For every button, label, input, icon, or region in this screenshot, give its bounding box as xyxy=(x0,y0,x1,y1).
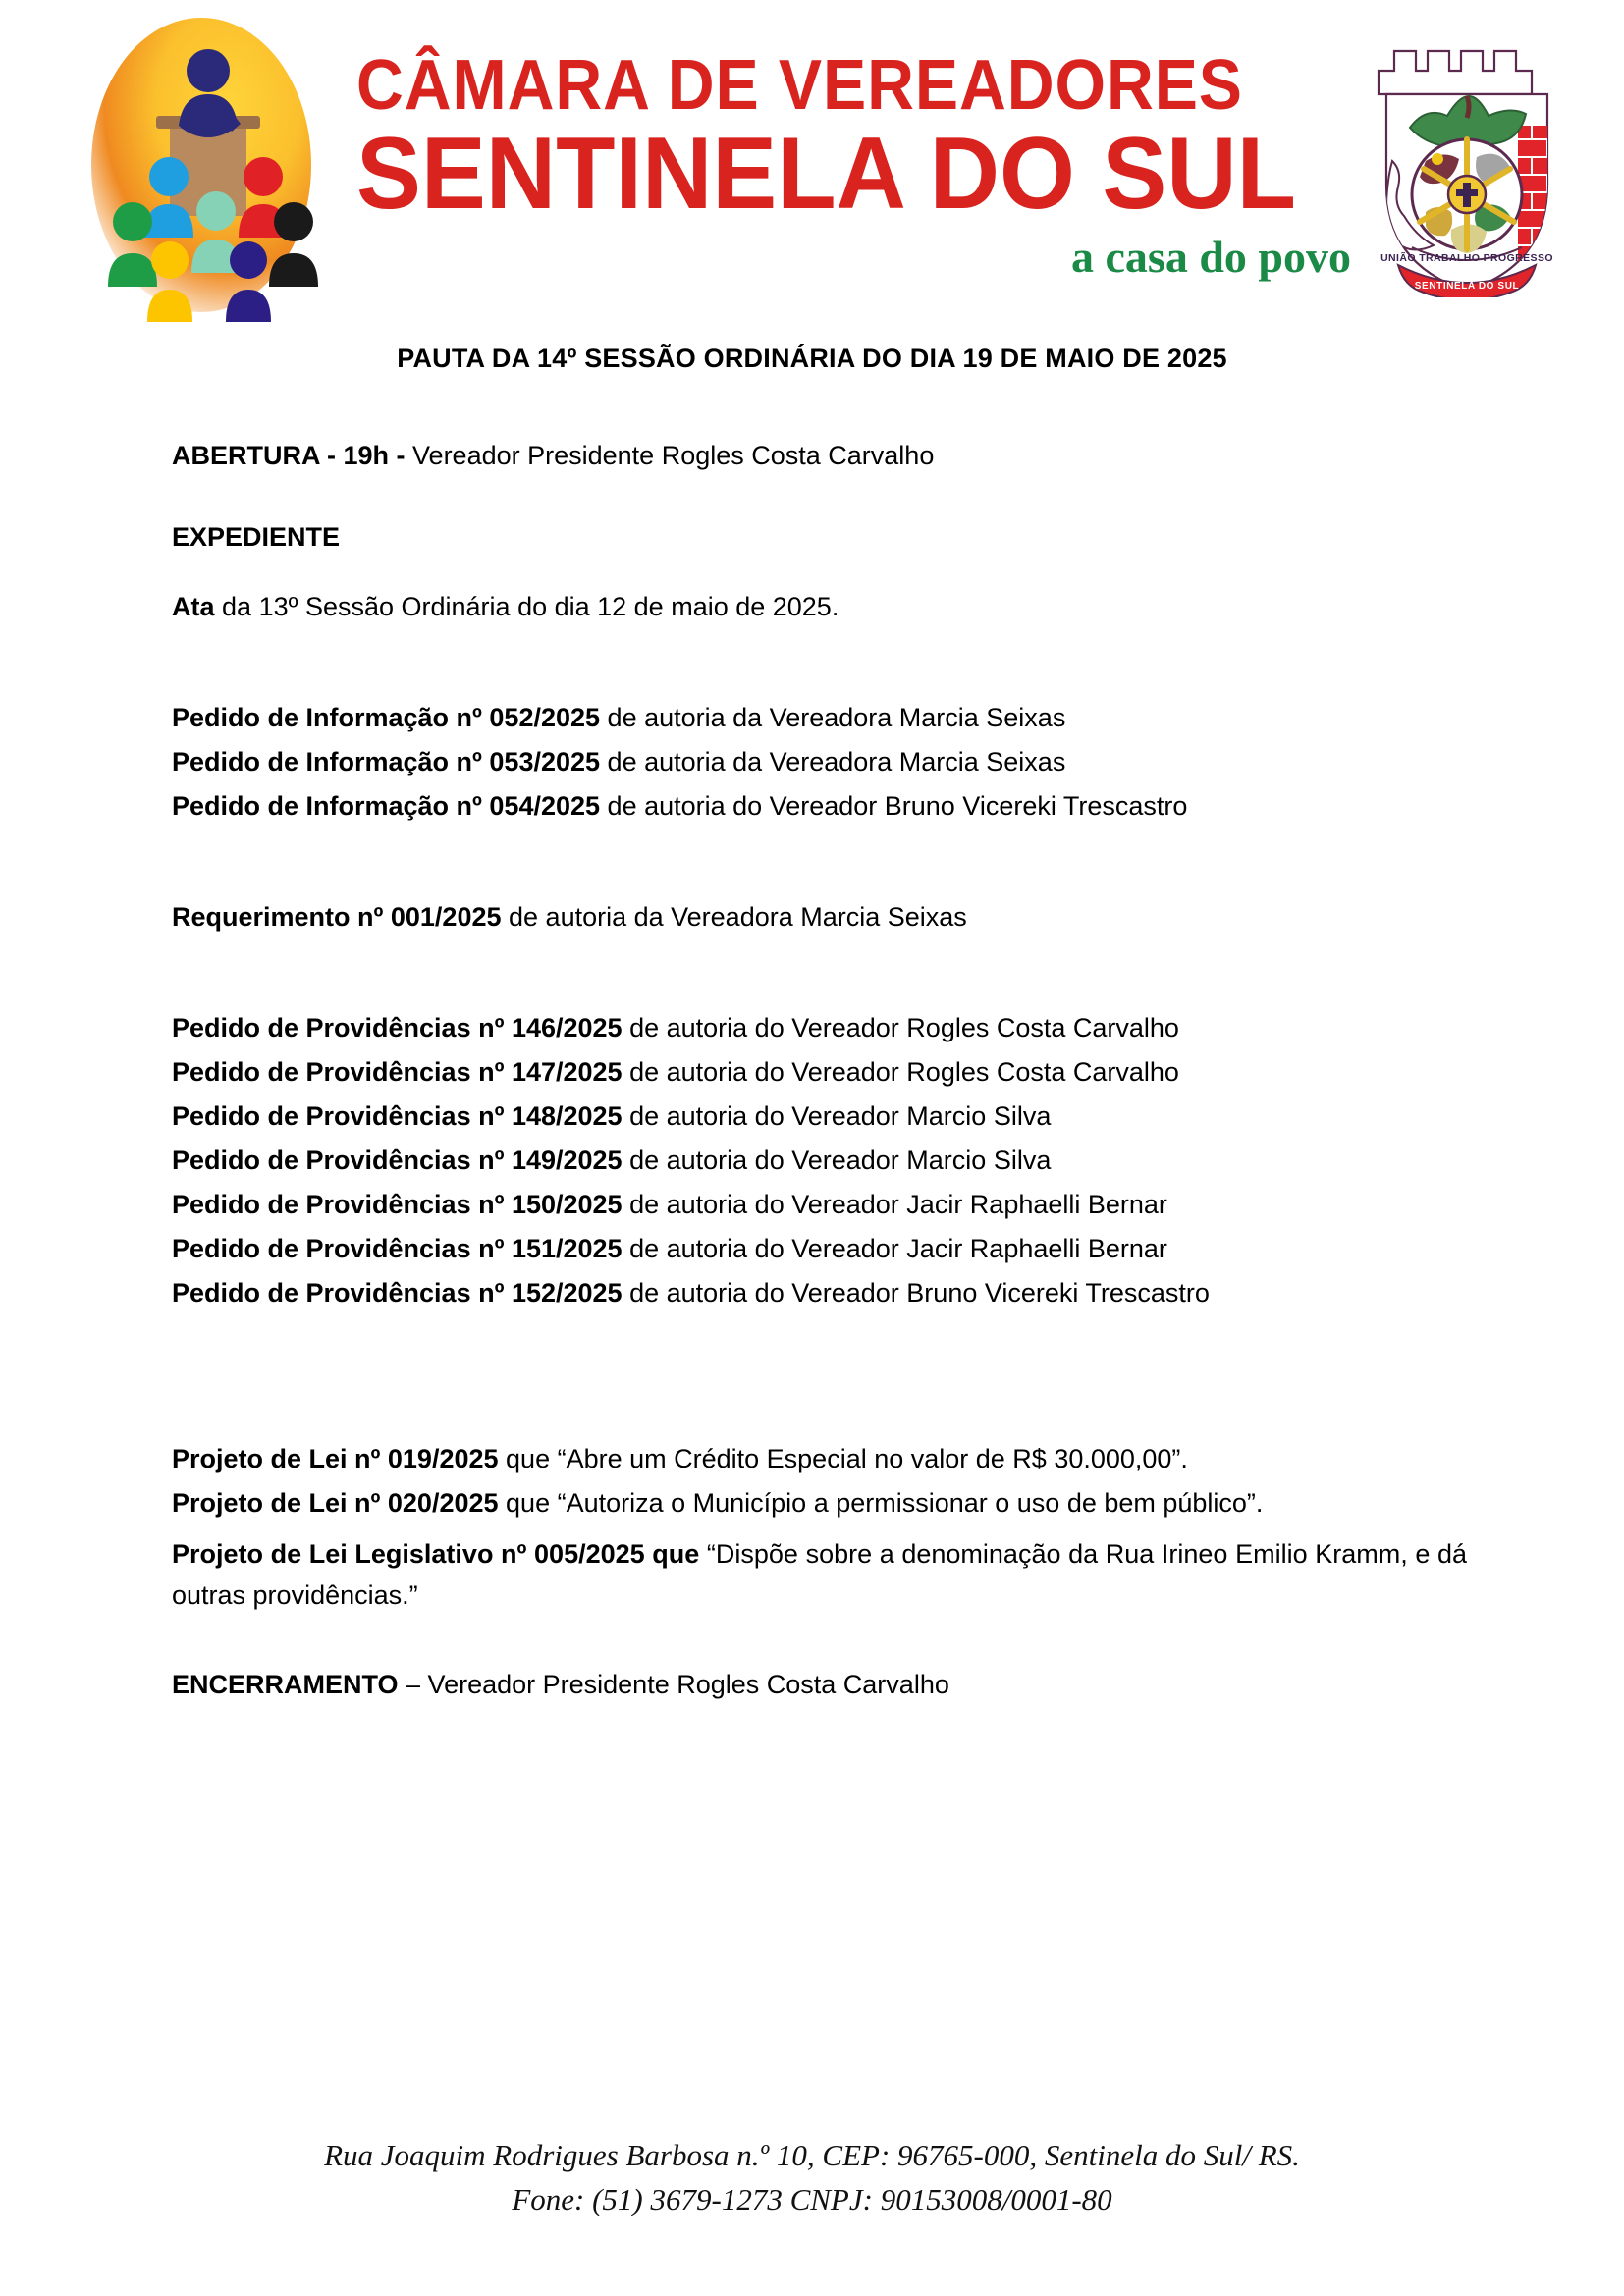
item-label: Pedido de Providências nº 152/2025 xyxy=(172,1278,623,1308)
expediente-heading-text: EXPEDIENTE xyxy=(172,522,341,552)
ata-text: da 13º Sessão Ordinária do dia 12 de maio de 2025. xyxy=(222,592,839,621)
svg-text:UNIÃO TRABALHO PROGRESSO: UNIÃO TRABALHO PROGRESSO xyxy=(1380,251,1553,264)
logo-wordmark xyxy=(339,46,1369,282)
list-item xyxy=(172,1534,1467,1617)
item-text: “Dispõe sobre a denominação da Rua Irineo Emilio Kramm, e dá outras providências.” xyxy=(172,1539,1467,1610)
item-text: de autoria do Vereador Bruno Vicereki Trescastro xyxy=(607,791,1188,821)
spacer xyxy=(172,1617,1467,1672)
list-item xyxy=(172,1490,1467,1517)
item-text: de autoria do Vereador Rogles Costa Carvalho xyxy=(629,1057,1179,1087)
item-label: Pedido de Informação nº 054/2025 xyxy=(172,791,601,821)
item-label: Projeto de Lei nº 020/2025 xyxy=(172,1488,499,1518)
list-item xyxy=(172,1280,1467,1307)
spacer xyxy=(172,1307,1467,1424)
item-label: Projeto de Lei Legislativo nº 005/2025 que xyxy=(172,1539,700,1569)
spacer xyxy=(172,1517,1467,1534)
item-text: de autoria do Vereador Rogles Costa Carvalho xyxy=(629,1013,1179,1042)
item-label: Pedido de Informação nº 052/2025 xyxy=(172,703,601,732)
item-text: de autoria do Vereador Jacir Raphaelli Bernar xyxy=(629,1234,1167,1263)
ata-line xyxy=(172,594,1467,620)
municipal-coat-of-arms-icon xyxy=(1369,37,1565,297)
item-text: de autoria da Vereadora Marcia Seixas xyxy=(607,703,1066,732)
encerramento-line xyxy=(172,1669,1467,1699)
list-item xyxy=(172,1103,1467,1130)
item-label: Pedido de Informação nº 053/2025 xyxy=(172,747,601,776)
list-item xyxy=(172,1148,1467,1174)
wordmark-line-camara: CÂMARA DE VEREADORES xyxy=(356,46,1243,126)
item-label: Requerimento nº 001/2025 xyxy=(172,902,502,932)
list-item xyxy=(172,1059,1467,1086)
page-footer xyxy=(0,2134,1624,2222)
spacer xyxy=(172,469,1467,524)
footer-address: Rua Joaquim Rodrigues Barbosa n.º 10, CEP: 96765-000, Sentinela do Sul/ RS. xyxy=(324,2138,1300,2173)
page-title: PAUTA DA 14º SESSÃO ORDINÁRIA DO DIA 19 DE MAIO DE 2025 xyxy=(397,344,1227,373)
wordmark-tagline: a casa do povo xyxy=(1071,231,1351,282)
abertura-label: ABERTURA - 19h - xyxy=(172,441,406,470)
spacer xyxy=(172,820,1467,904)
assembly-podium-people-icon xyxy=(54,10,339,324)
item-label: Projeto de Lei nº 019/2025 xyxy=(172,1444,499,1473)
abertura-line xyxy=(172,443,1467,469)
list-item xyxy=(172,904,1467,931)
list-item xyxy=(172,1015,1467,1041)
expediente-heading xyxy=(172,524,1467,551)
item-label: Pedido de Providências nº 150/2025 xyxy=(172,1190,623,1219)
document-body xyxy=(0,443,1624,1698)
list-item xyxy=(172,1192,1467,1218)
item-label: Pedido de Providências nº 146/2025 xyxy=(172,1013,623,1042)
letterhead-header xyxy=(0,0,1624,334)
footer-contact: Fone: (51) 3679-1273 CNPJ: 90153008/0001-80 xyxy=(512,2182,1112,2217)
item-label: Pedido de Providências nº 148/2025 xyxy=(172,1101,623,1131)
ata-label: Ata xyxy=(172,592,215,621)
spacer xyxy=(172,620,1467,705)
encerramento-label: ENCERRAMENTO xyxy=(172,1669,399,1699)
wordmark-line-sentinela: SENTINELA DO SUL xyxy=(356,116,1296,231)
spacer xyxy=(172,931,1467,1015)
item-text: de autoria da Vereadora Marcia Seixas xyxy=(509,902,967,932)
item-label: Pedido de Providências nº 147/2025 xyxy=(172,1057,623,1087)
item-text: de autoria do Vereador Jacir Raphaelli Bernar xyxy=(629,1190,1167,1219)
item-text: que “Autoriza o Município a permissionar o uso de bem público”. xyxy=(506,1488,1264,1518)
list-item xyxy=(172,793,1467,820)
spacer xyxy=(172,1424,1467,1446)
encerramento-text: – Vereador Presidente Rogles Costa Carvalho xyxy=(406,1669,949,1699)
item-text: de autoria do Vereador Marcio Silva xyxy=(629,1101,1052,1131)
item-text: de autoria da Vereadora Marcia Seixas xyxy=(607,747,1066,776)
item-label: Pedido de Providências nº 151/2025 xyxy=(172,1234,623,1263)
list-item xyxy=(172,705,1467,731)
list-item xyxy=(172,1446,1467,1472)
spacer xyxy=(172,551,1467,594)
item-text: de autoria do Vereador Bruno Vicereki Trescastro xyxy=(629,1278,1210,1308)
abertura-text: Vereador Presidente Rogles Costa Carvalho xyxy=(412,441,935,470)
item-text: de autoria do Vereador Marcio Silva xyxy=(629,1146,1052,1175)
item-label: Pedido de Providências nº 149/2025 xyxy=(172,1146,623,1175)
svg-text:SENTINELA DO SUL: SENTINELA DO SUL xyxy=(1414,280,1520,292)
item-text: que “Abre um Crédito Especial no valor de R$ 30.000,00”. xyxy=(506,1444,1188,1473)
list-item xyxy=(172,749,1467,775)
list-item xyxy=(172,1236,1467,1262)
